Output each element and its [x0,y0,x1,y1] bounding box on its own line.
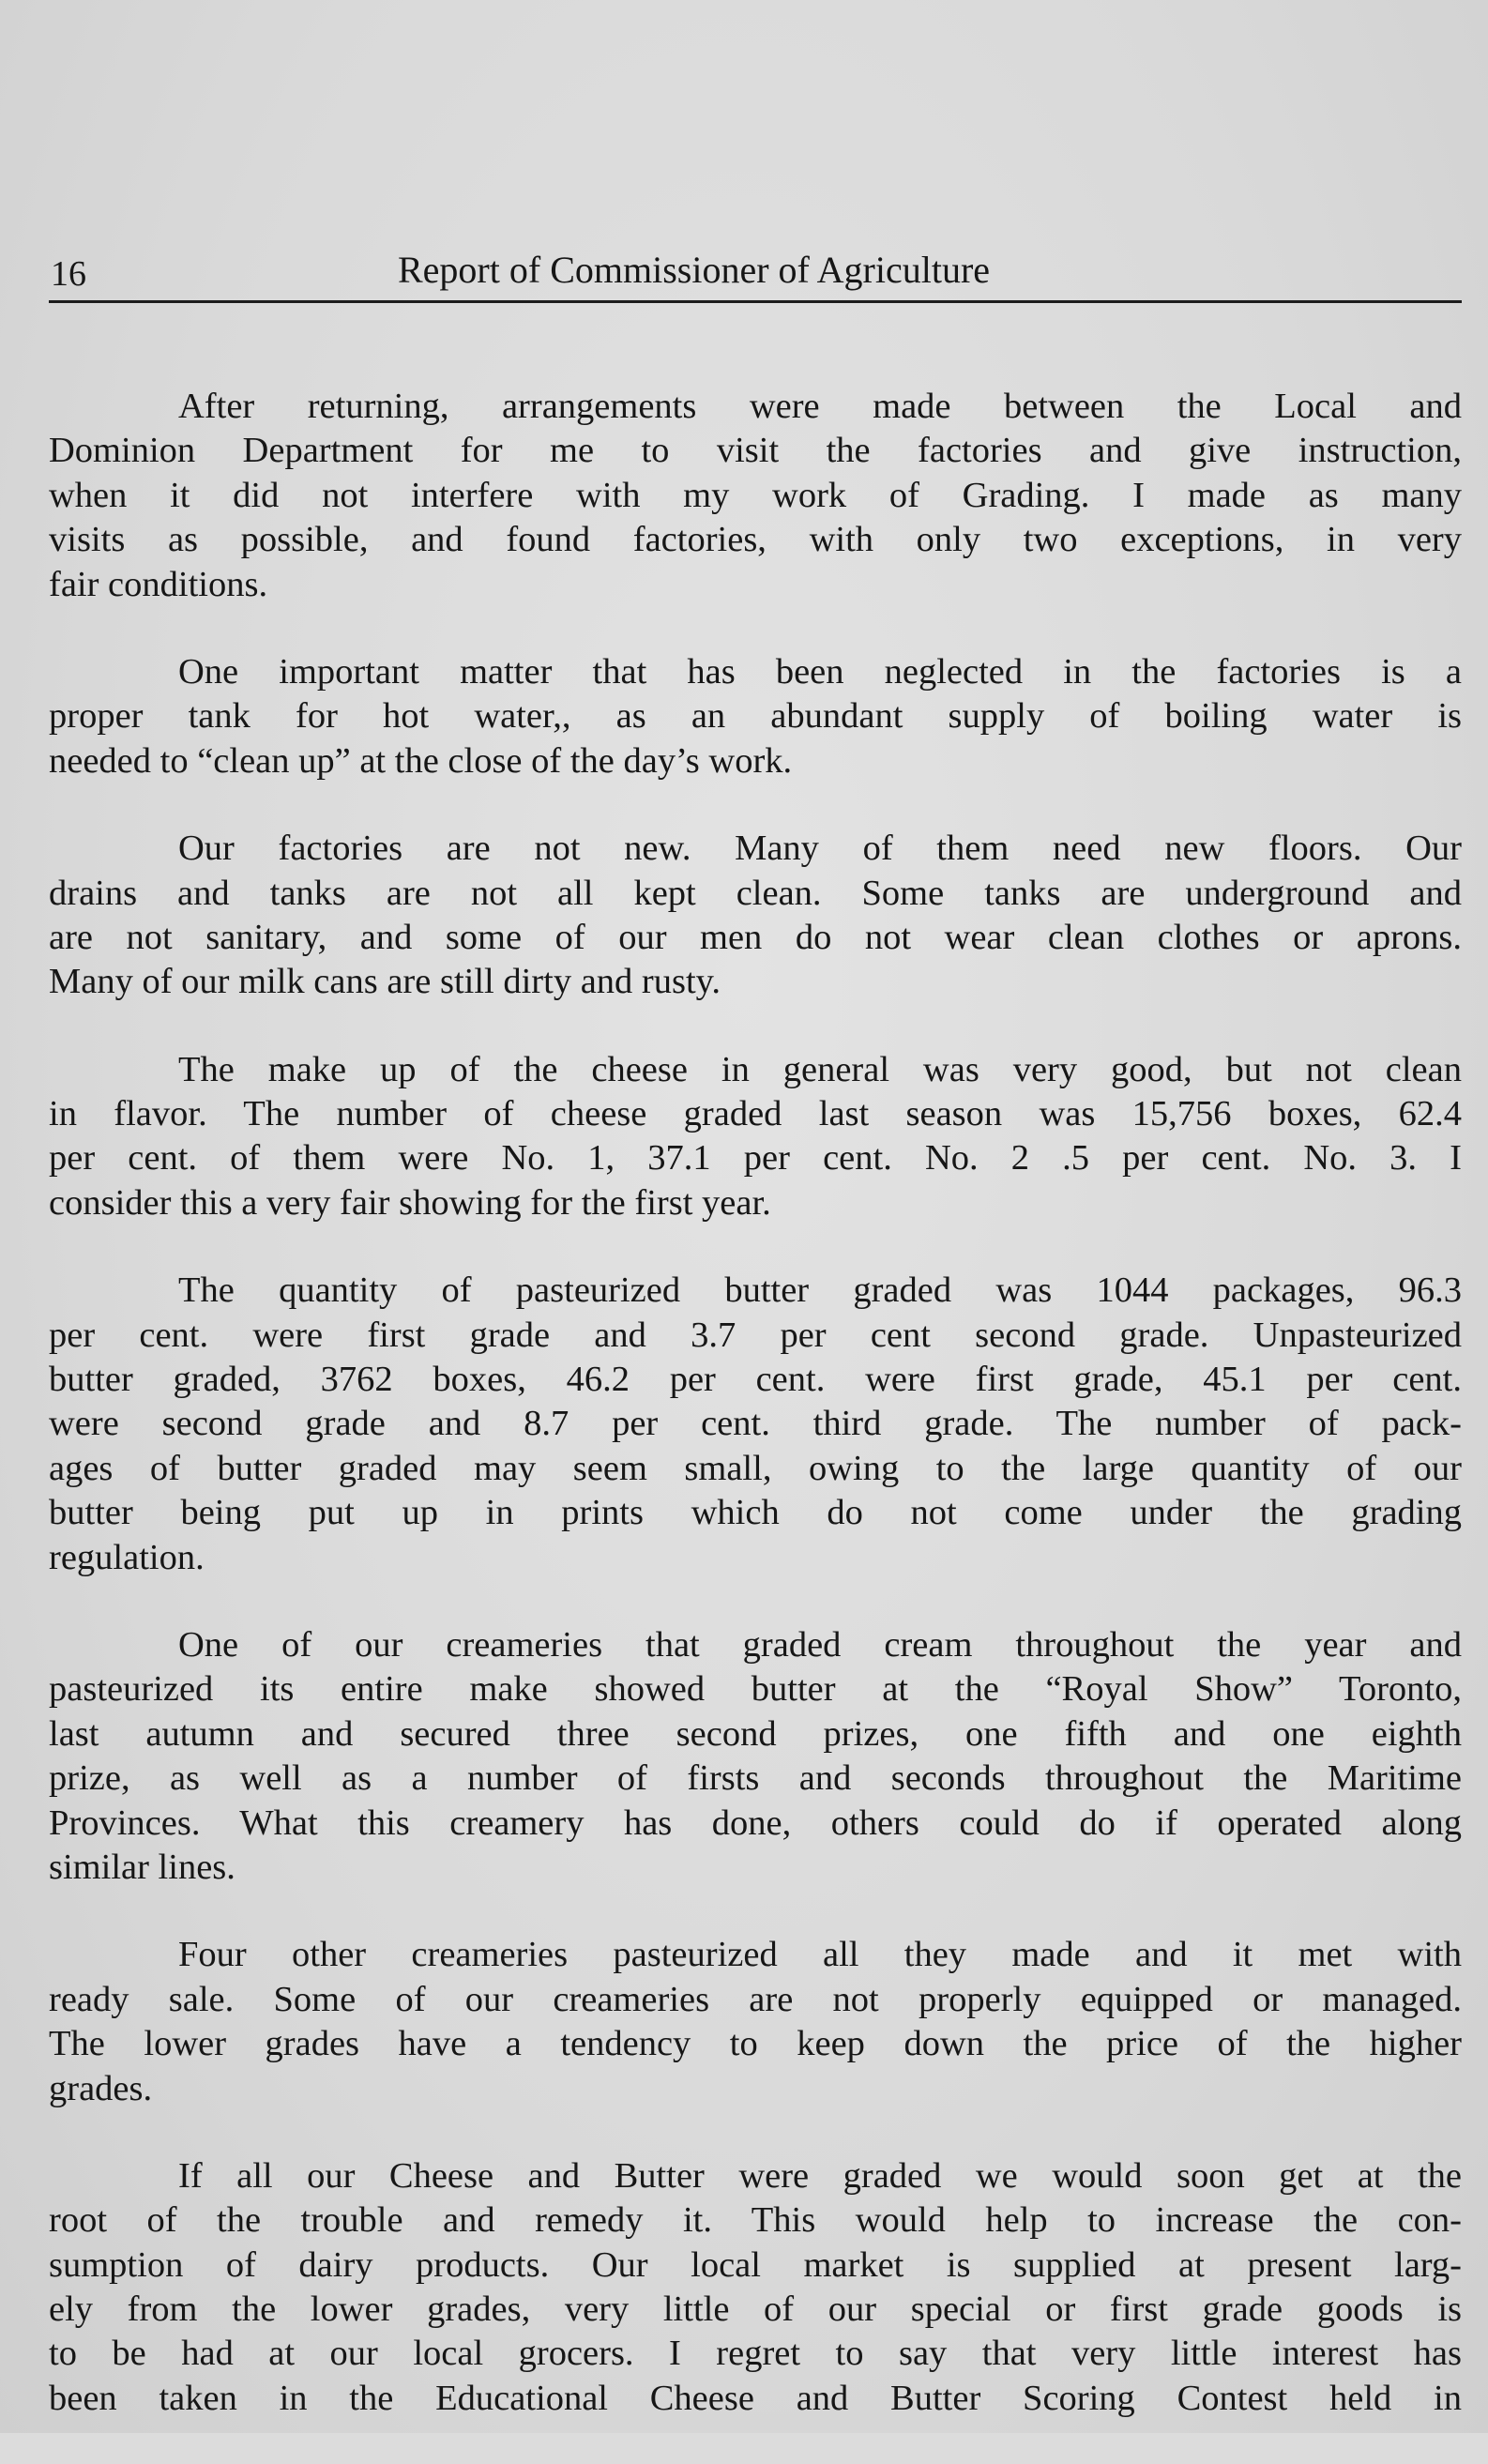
text-line: Our factories are not new. Many of them need new floors. Our [178,829,1462,869]
text-line: Provinces. What this creamery has done, others could do if operated along [49,1802,1462,1843]
text-line: per cent. were first grade and 3.7 per cent second grade. Unpasteurized [49,1315,1462,1355]
paragraph-8 [49,2154,1462,2421]
text-line: grades. [49,2068,153,2108]
body-text [49,385,1462,2464]
text-line: in flavor. The number of cheese graded last season was 15,756 boxes, 62.4 [49,1094,1462,1134]
text-line: ely from the lower grades, very little of our special or first grade goods is [49,2289,1462,2330]
text-line: been taken in the Educational Cheese and Butter Scoring Contest held in [49,2378,1462,2418]
text-line: The quantity of pasteurized butter graded was 1044 packages, 96.3 [178,1270,1462,1311]
text-line: One important matter that has been neglected in the factories is a [178,651,1462,692]
text-line: proper tank for hot water,, as an abundant supply of boiling water is [49,696,1462,737]
text-line: prize, as well as a number of firsts and seconds throughout the Maritime [49,1758,1462,1799]
text-line: Four other creameries pasteurized all they made and it met with [178,1935,1462,1975]
text-line: are not sanitary, and some of our men do not wear clean clothes or aprons. [49,917,1462,957]
text-line: per cent. of them were No. 1, 37.1 per cent. No. 2 .5 per cent. No. 3. I [49,1138,1462,1179]
text-line: ready sale. Some of our creameries are not properly equipped or managed. [49,1979,1462,2019]
text-line: sumption of dairy products. Our local market is supplied at present larg- [49,2244,1462,2285]
paragraph-3 [49,827,1462,1005]
text-line: were second grade and 8.7 per cent. third grade. The number of pack- [49,1404,1462,1444]
running-head: Report of Commissioner of Agriculture [398,249,991,291]
text-line: visits as possible, and found factories, with only two exceptions, in very [49,520,1462,560]
header-rule [49,300,1462,303]
paragraph-6 [49,1623,1462,1890]
text-line: If all our Cheese and Butter were graded we would soon get at the [178,2155,1462,2196]
text-line: The lower grades have a tendency to keep down the price of the higher [49,2024,1462,2064]
text-line: ages of butter graded may seem small, owing to the large quantity of our [49,1448,1462,1488]
text-line: pasteurized its entire make showed butter at the “Royal Show” Toronto, [49,1669,1462,1710]
page-header [49,246,1462,304]
paragraph-7 [49,1933,1462,2111]
paragraph-2 [49,650,1462,783]
paragraph-1 [49,385,1462,607]
text-line: regulation. [49,1537,205,1577]
text-line: similar lines. [49,1847,235,1887]
text-line: root of the trouble and remedy it. This would help to increase the con- [49,2200,1462,2241]
text-line: Dominion Department for me to visit the factories and give instruction, [49,431,1462,471]
text-line: consider this a very fair showing for the first year. [49,1182,771,1223]
paragraph-4 [49,1048,1462,1226]
text-line: fair conditions. [49,564,268,604]
text-line: butter graded, 3762 boxes, 46.2 per cent. were first grade, 45.1 per cent. [49,1360,1462,1400]
paragraph-5 [49,1269,1462,1580]
text-line: last autumn and secured three second prizes, one fifth and one eighth [49,1713,1462,1754]
text-line: when it did not interfere with my work of Grading. I made as many [49,475,1462,515]
text-line: to be had at our local grocers. I regret to say that very little interest has [49,2334,1462,2374]
text-line: butter being put up in prints which do not come under the grading [49,1493,1462,1533]
text-line: The make up of the cheese in general was very good, but not clean [178,1049,1462,1089]
text-line: After returning, arrangements were made between the Local and [178,387,1462,426]
text-line: Many of our milk cans are still dirty and rusty. [49,962,721,1002]
page-number: 16 [51,254,86,294]
text-line: needed to “clean up” at the close of the day’s work. [49,740,793,781]
text-line: drains and tanks are not all kept clean. Some tanks are underground and [49,873,1462,913]
text-line: One of our creameries that graded cream throughout the year and [178,1624,1462,1665]
